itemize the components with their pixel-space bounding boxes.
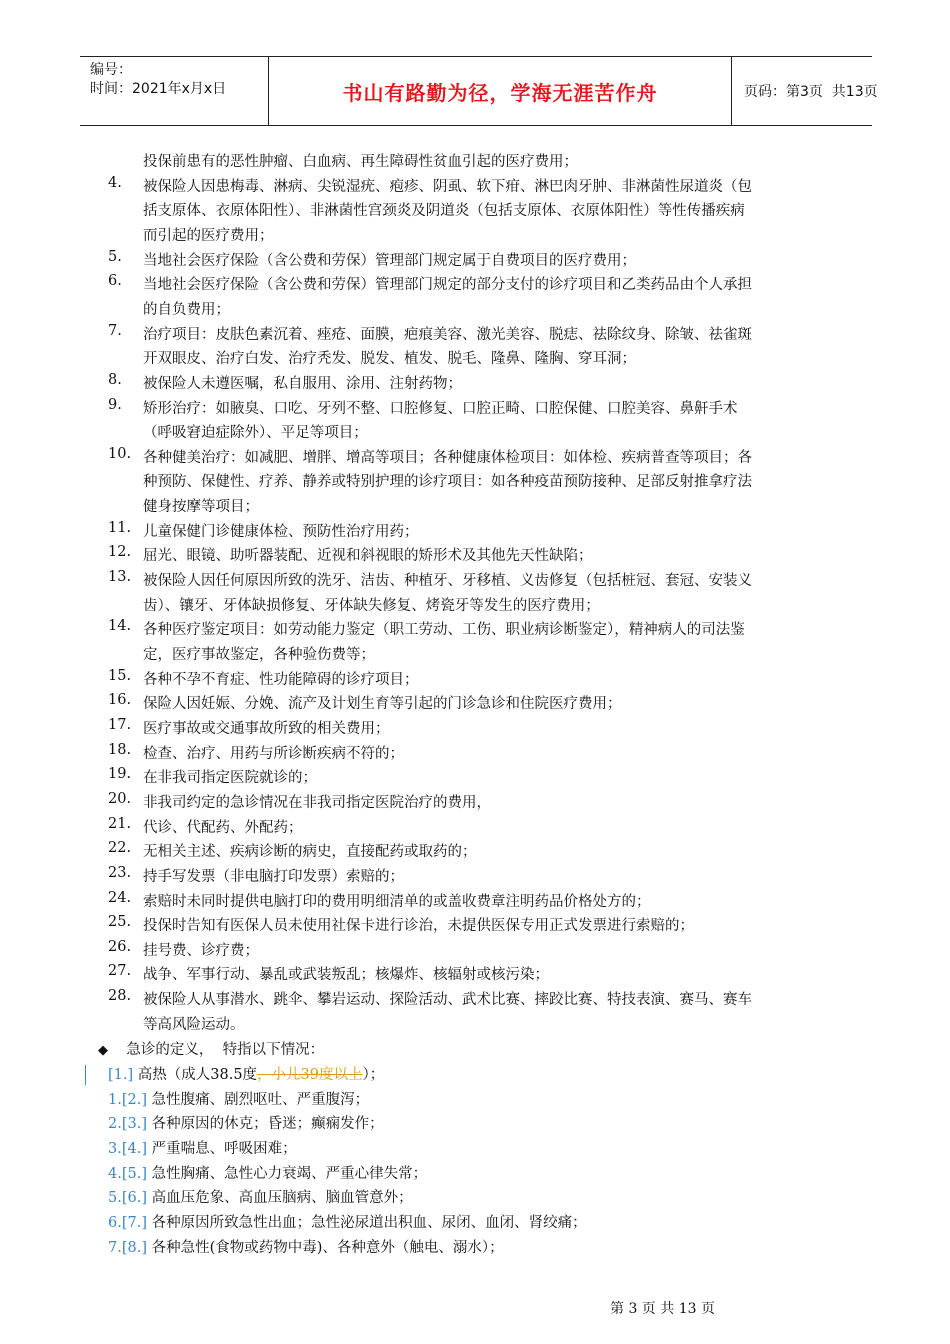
- time-label: 时间：2021年x月x日: [90, 81, 227, 97]
- exclusion-item-line: 种预防、保健性、疗养、静养或特别护理的诊疗项目：如各种疫苗预防接种、足部反射推拿疗法: [143, 474, 752, 491]
- exclusion-item-line: 无相关主述、疾病诊断的病史，直接配药或取药的；: [143, 844, 477, 861]
- page-code-text: 页码：第3页 共13页: [744, 84, 878, 100]
- exclusion-number: 8.: [108, 371, 122, 388]
- exclusion-item-line: 开双眼皮、治疗白发、治疗秃发、脱发、植发、脱毛、隆鼻、隆胸、穿耳洞；: [143, 351, 636, 368]
- emergency-item-text: 各种原因的休克；昏迷；癫痫发作；: [151, 1116, 384, 1133]
- exclusion-number: 28.: [108, 988, 132, 1005]
- exclusion-item-line: 当地社会医疗保险（含公费和劳保）管理部门规定属于自费项目的医疗费用；: [143, 252, 636, 269]
- exclusion-item-line: 在非我司指定医院就诊的；: [143, 770, 317, 787]
- exclusion-item-line: 治疗项目：皮肤色素沉着、痤疮、面膜，疤痕美容、激光美容、脱痣、祛除纹身、除皱、祛雀斑: [143, 326, 752, 343]
- exclusion-number: 5.: [108, 248, 122, 265]
- exclusion-item-line: 代诊、代配药、外配药；: [143, 819, 303, 836]
- emergency-item-number: 5.[6.]: [108, 1190, 152, 1207]
- exclusion-item-line: 而引起的医疗费用；: [143, 227, 274, 244]
- exclusion-item-line: 战争、军事行动、暴乱或武装叛乱；核爆炸、核辐射或核污染；: [143, 967, 549, 984]
- exclusion-number: 20.: [108, 790, 132, 807]
- emergency-item: [108, 1186, 413, 1207]
- emergency-item-text: 高热（成人38.5度: [137, 1067, 258, 1084]
- exclusion-item-line: 非我司约定的急诊情况在非我司指定医院治疗的费用，: [143, 794, 491, 811]
- header-page-code: [732, 57, 878, 125]
- exclusion-item-line: 索赔时未同时提供电脑打印的费用明细清单的或盖收费章注明药品价格处方的；: [143, 893, 651, 910]
- exclusion-item-line: 保险人因妊娠、分娩、流产及计划生育等引起的门诊急诊和住院医疗费用；: [143, 696, 622, 713]
- exclusion-number: 26.: [108, 938, 132, 955]
- exclusion-number: 17.: [108, 716, 132, 733]
- exclusion-number: 14.: [108, 618, 132, 635]
- emergency-item: [108, 1211, 587, 1232]
- exclusion-number: 22.: [108, 840, 132, 857]
- exclusion-item-line: 各种不孕不育症、性功能障碍的诊疗项目；: [143, 671, 419, 688]
- emergency-item: [108, 1137, 297, 1158]
- exclusion-item-line: 定，医疗事故鉴定，各种验伤费等；: [143, 647, 375, 663]
- emergency-item-tail: ）；: [362, 1067, 385, 1084]
- emergency-heading-text: 急诊的定义， 特指以下情况：: [108, 1042, 325, 1059]
- exclusion-item-line: 挂号费、诊疗费；: [143, 942, 259, 959]
- emergency-item: [108, 1112, 384, 1133]
- emergency-item-number: 3.[4.]: [108, 1141, 152, 1157]
- exclusion-number: 24.: [108, 889, 132, 906]
- exclusion-number: 11.: [108, 519, 132, 536]
- exclusion-number: 12.: [108, 544, 132, 561]
- emergency-item-text: 急性胸痛、急性心力衰竭、严重心律失常；: [151, 1165, 428, 1182]
- emergency-item-number: 2.[3.]: [108, 1116, 152, 1133]
- exclusion-item-line: 屈光、眼镜、助听器装配、近视和斜视眼的矫形术及其他先天性缺陷；: [143, 548, 593, 565]
- exclusion-item-line: 当地社会医疗保险（含公费和劳保）管理部门规定的部分支付的诊疗项目和乙类药品由个人承担: [143, 277, 752, 294]
- exclusion-number: 6.: [108, 273, 122, 290]
- exclusion-item-line: 各种健美治疗：如减肥、增胖、增高等项目；各种健康体检项目：如体检、疾病普查等项目；各: [143, 449, 752, 466]
- exclusion-item-line: 齿）、镶牙、牙体缺损修复、牙体缺失修复、烤瓷牙等发生的医疗费用；: [143, 597, 600, 614]
- exclusion-item-line: 矫形治疗：如腋臭、口吃、牙列不整、口腔修复、口腔正畸、口腔保健、口腔美容、鼻鼾手术: [143, 400, 738, 417]
- header-meta: [80, 57, 268, 125]
- emergency-item: [108, 1236, 504, 1257]
- exclusion-number: 15.: [108, 667, 132, 684]
- exclusion-number: 10.: [108, 445, 132, 462]
- exclusion-number: 23.: [108, 864, 132, 881]
- page-header: [80, 56, 878, 126]
- exclusion-number: 13.: [108, 569, 132, 586]
- exclusion-number: 21.: [108, 815, 132, 832]
- exclusion-item-line: 儿童保健门诊健康体检、预防性治疗用药；: [143, 523, 419, 540]
- emergency-item-text: 严重喘息、呼吸困难；: [151, 1141, 297, 1157]
- exclusion-item-line: （呼吸窘迫症除外）、平足等项目；: [143, 425, 368, 442]
- emergency-item: [108, 1088, 369, 1109]
- exclusion-number: 7.: [108, 322, 122, 339]
- exclusion-item-line: 投保时告知有医保人员未使用社保卡进行诊治，未提供医保专用正式发票进行索赔的；: [143, 918, 694, 935]
- emergency-item-text: 各种原因所致急性出血；急性泌尿道出积血、尿闭、血闭、肾绞痛；: [151, 1214, 587, 1231]
- exclusion-number: 9.: [108, 396, 122, 413]
- emergency-heading: [98, 1038, 324, 1059]
- exclusion-item-line: 被保险人因患梅毒、淋病、尖锐湿疣、疱疹、阴虱、软下疳、淋巴肉牙肿、非淋菌性尿道炎（包: [143, 178, 752, 195]
- emergency-item-text: 高血压危象、高血压脑病、脑血管意外；: [151, 1190, 413, 1207]
- exclusion-item-line: 健身按摩等项目；: [143, 499, 259, 516]
- emergency-item-text: 各种急性(食物或药物中毒)、各种意外（触电、溺水）；: [151, 1239, 504, 1256]
- exclusion-number: 4.: [108, 174, 122, 191]
- exclusion-number: 18.: [108, 741, 132, 758]
- emergency-item-number: 7.[8.]: [108, 1239, 152, 1256]
- exclusion-item-line: 的自负费用；: [143, 301, 230, 318]
- emergency-item: [108, 1063, 384, 1084]
- exclusion-item-line: 检查、治疗、用药与所诊断疾病不符的；: [143, 745, 404, 762]
- emergency-item-number: 4.[5.]: [108, 1165, 152, 1182]
- diamond-bullet-icon: ◆: [98, 1043, 108, 1059]
- exclusion-item-line: 医疗事故或交通事故所致的相关费用；: [143, 720, 390, 737]
- emergency-item-number: [1.]: [108, 1067, 138, 1084]
- header-motto: 书山有路勤为径，学海无涯苦作舟: [268, 57, 732, 125]
- emergency-item-text: 急性腹痛、剧烈呕吐、严重腹泻；: [151, 1091, 370, 1108]
- exclusion-item-line: 等高风险运动。: [143, 1016, 245, 1033]
- exclusion-number: 27.: [108, 963, 132, 980]
- exclusion-intro-line: 投保前患有的恶性肿瘤、白血病、再生障碍性贫血引起的医疗费用；: [143, 154, 578, 170]
- exclusion-number: 16.: [108, 692, 132, 709]
- deleted-revision-text: ，小儿39度以上: [257, 1067, 363, 1084]
- emergency-item-number: 6.[7.]: [108, 1214, 152, 1231]
- number-label: 编号：: [90, 62, 132, 78]
- exclusion-number: 19.: [108, 766, 132, 783]
- emergency-item-number: 1.[2.]: [108, 1091, 152, 1108]
- exclusion-item-line: 被保险人从事潜水、跳伞、攀岩运动、探险活动、武术比赛、摔跤比赛、特技表演、赛马、赛车: [143, 992, 752, 1009]
- revision-marker: [85, 1065, 86, 1085]
- page-footer: 第 3 页 共 13 页: [610, 1301, 715, 1317]
- exclusion-number: 25.: [108, 914, 132, 931]
- exclusion-item-line: 被保险人未遵医嘱，私自服用、涂用、注射药物；: [143, 375, 462, 392]
- exclusion-item-line: 各种医疗鉴定项目：如劳动能力鉴定（职工劳动、工伤、职业病诊断鉴定），精神病人的司法鉴: [143, 622, 745, 639]
- exclusion-item-line: 括支原体、衣原体阳性）、非淋菌性宫颈炎及阴道炎（包括支原体、衣原体阳性）等性传播疾病: [143, 203, 745, 220]
- exclusion-item-line: 持手写发票（非电脑打印发票）索赔的；: [143, 868, 404, 885]
- exclusion-item-line: 被保险人因任何原因所致的洗牙、洁齿、种植牙、牙移植、义齿修复（包括桩冠、套冠、安装义: [143, 573, 752, 590]
- emergency-item: [108, 1162, 427, 1183]
